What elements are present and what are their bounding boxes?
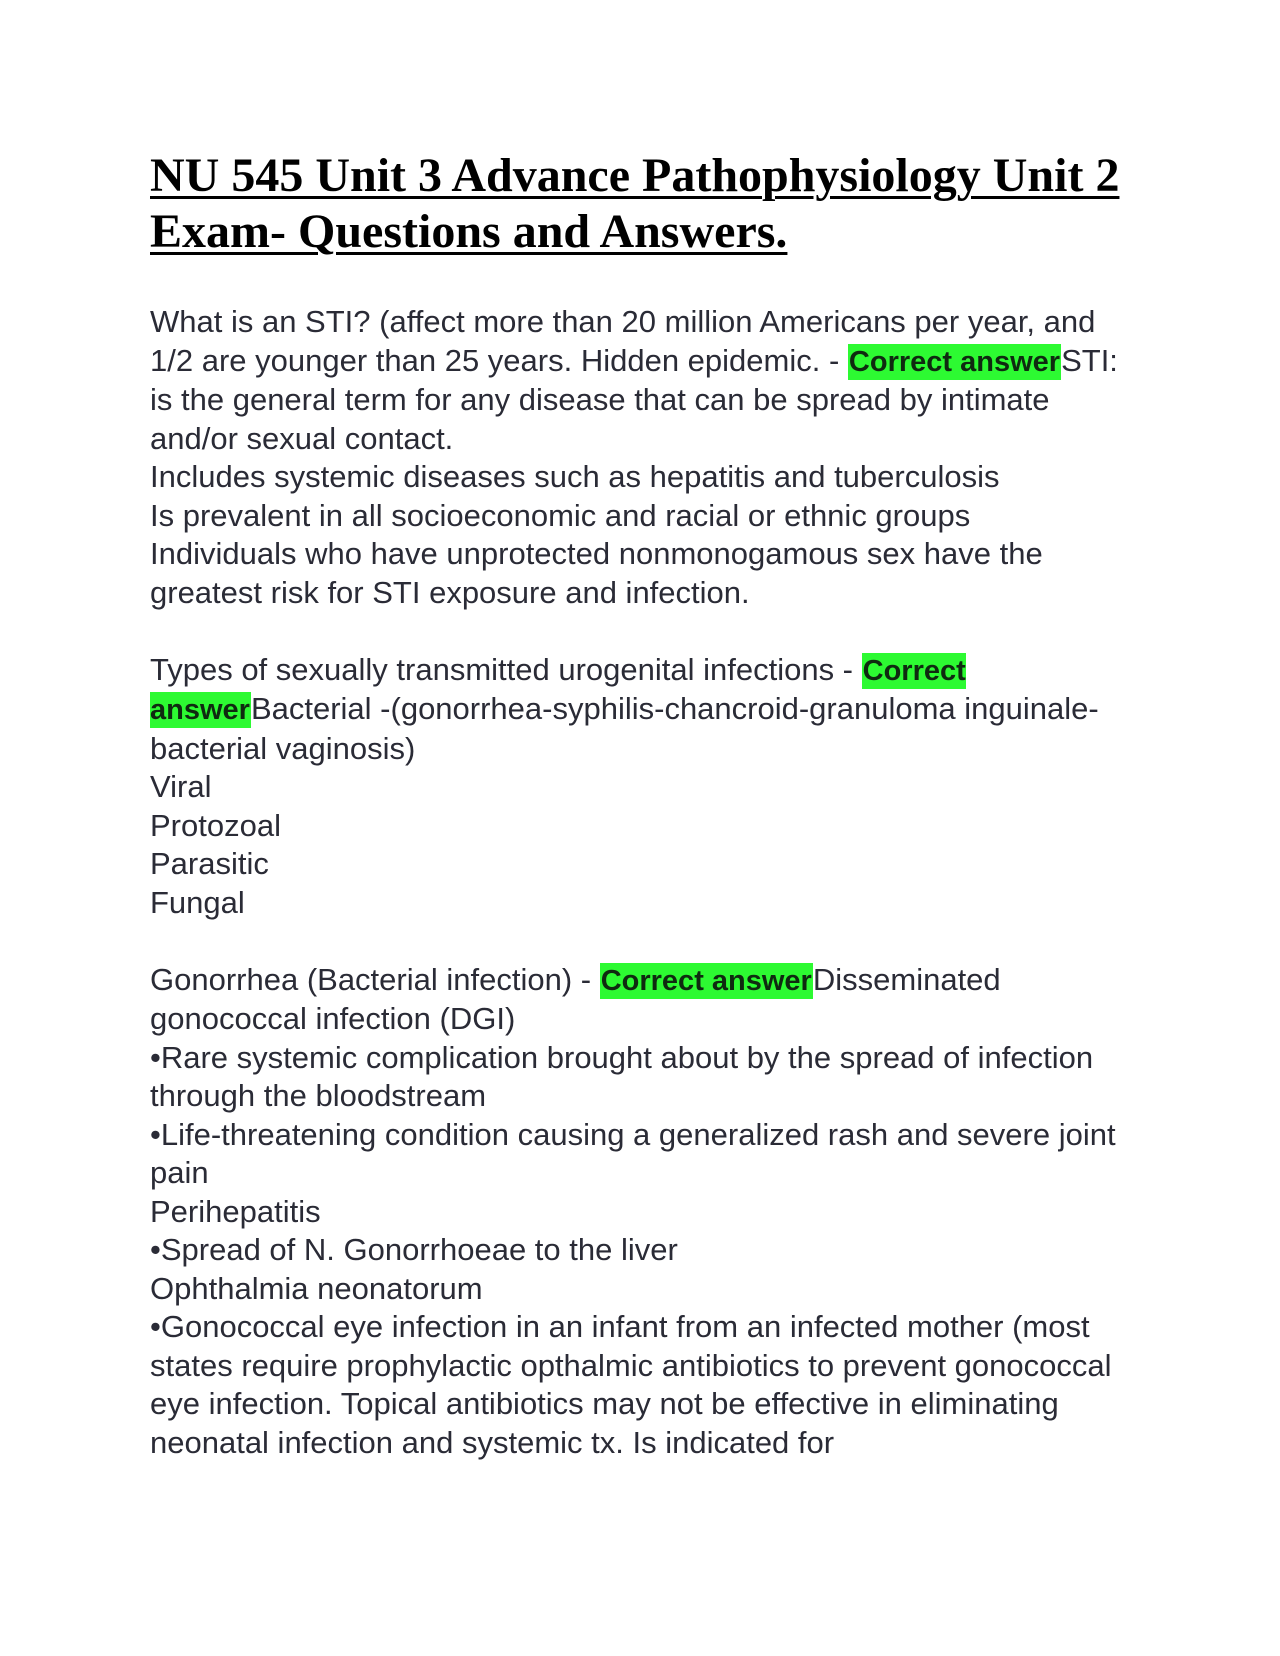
document-title: NU 545 Unit 3 Advance Pathophysiology Unit 2 Exam- Questions and Answers. — [150, 149, 1120, 258]
correct-answer-label: Correct answer — [848, 345, 1061, 378]
question-text: What is an STI? (affect more than 20 million Americans per year, and 1/2 are younger than 25 years. Hidden epidemic. - — [150, 304, 1096, 378]
qa-item — [150, 961, 1130, 1463]
answer-line: Ophthalmia neonatorum — [150, 1270, 483, 1306]
answer-line: •Spread of N. Gonorrhoeae to the liver — [150, 1232, 678, 1267]
answer-line: Parasitic — [150, 846, 269, 881]
answer-line: Perihepatitis — [150, 1193, 321, 1229]
answer-line: Individuals who have unprotected nonmonogamous sex have the greatest risk for STI exposure and infection. — [150, 536, 1043, 610]
document-page — [150, 148, 1130, 1501]
qa-item — [150, 651, 1130, 923]
answer-line: Fungal — [150, 884, 245, 920]
answer-line: •Rare systemic complication brought about by the spread of infection through the bloodstream — [150, 1039, 1094, 1113]
answer-text: Bacterial -(gonorrhea-syphilis-chancroid-granuloma inguinale-bacterial vaginosis) — [150, 691, 1099, 766]
answer-text: STI: is the general term for any disease that can be spread by intimate and/or sexual contact. — [150, 342, 1118, 456]
question-text: Types of sexually transmitted urogenital infections - — [150, 651, 862, 687]
qa-item — [150, 303, 1130, 612]
answer-line: •Gonococcal eye infection in an infant from an infected mother (most states require prophylactic opthalmic antibiotics to prevent gonococcal eye infection. Topical antibiotics may not be effective in eliminating neonatal infection and systemic tx. Is indicated for — [150, 1309, 1112, 1460]
answer-line: Is prevalent in all socioeconomic and racial or ethnic groups — [150, 497, 971, 533]
correct-answer-label: Correct answer — [150, 654, 966, 726]
correct-answer-label: Correct answer — [600, 964, 812, 997]
question-text: Gonorrhea (Bacterial infection) - — [150, 961, 600, 997]
answer-line: Protozoal — [150, 807, 281, 843]
answer-line: Includes systemic diseases such as hepatitis and tuberculosis — [150, 459, 1000, 494]
answer-line: Viral — [150, 769, 212, 804]
answer-text: Disseminated gonococcal infection (DGI) — [150, 961, 1001, 1036]
answer-line: •Life-threatening condition causing a generalized rash and severe joint pain — [150, 1116, 1116, 1190]
